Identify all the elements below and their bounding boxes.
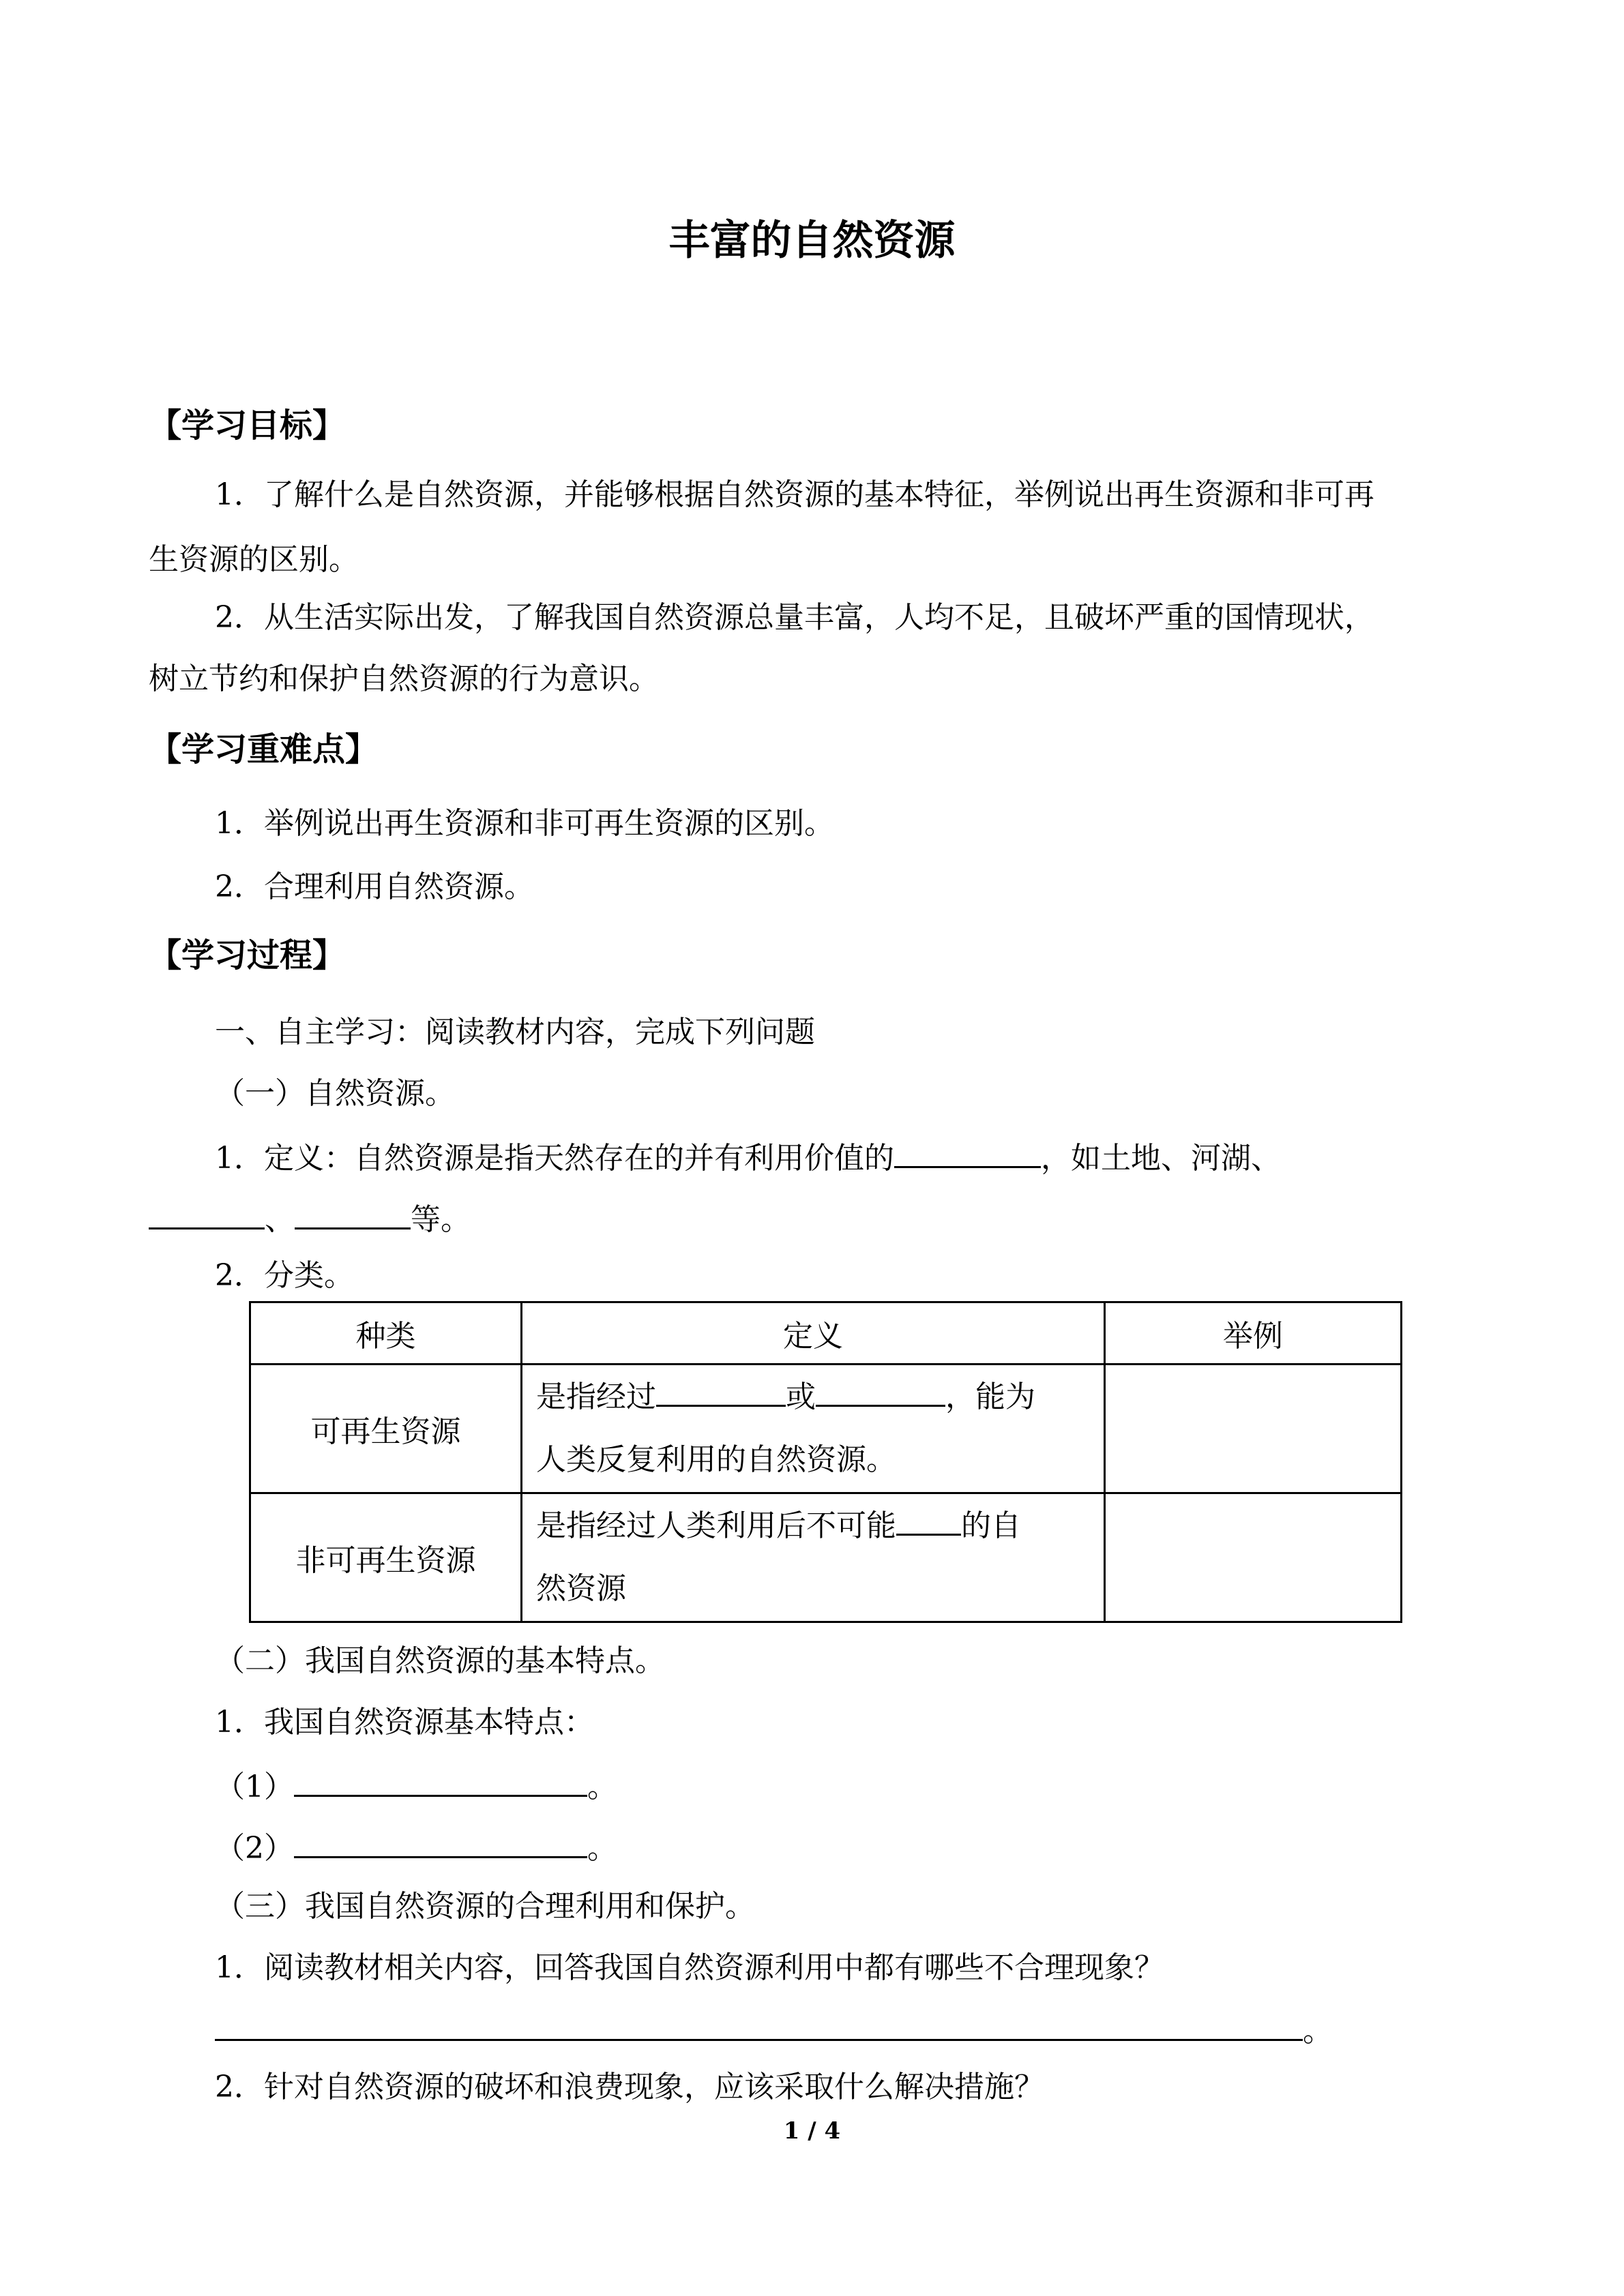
blank-example-2[interactable] (295, 1199, 411, 1229)
definition-text-a: 1．定义：自然资源是指天然存在的并有利用价值的 (215, 1141, 894, 1176)
goal-2-line-2: 树立节约和保护自然资源的行为意识。 (149, 661, 659, 696)
question-2: 2．针对自然资源的破坏和浪费现象，应该采取什么解决措施？ (215, 2070, 1044, 2104)
definition-text-c: 、 (265, 1202, 295, 1237)
nonrenewable-def-a: 是指经过人类利用后不可能 (536, 1508, 896, 1543)
nonrenewable-example-cell[interactable] (1105, 1493, 1402, 1622)
feature-2 (215, 1828, 617, 1867)
subsection-2: （二）我国自然资源的基本特点。 (215, 1643, 665, 1678)
feature-1 (215, 1766, 617, 1806)
renewable-def-b: 或 (786, 1380, 816, 1414)
table-row (250, 1493, 1402, 1622)
key-point-1: 1．举例说出再生资源和非可再生资源的区别。 (215, 806, 834, 841)
nonrenewable-def-b: 的自 (961, 1508, 1021, 1543)
feature-2-period: 。 (587, 1831, 617, 1866)
feature-1-label: （1） (215, 1770, 294, 1804)
header-definition: 定义 (522, 1302, 1105, 1365)
blank-feature-1[interactable] (294, 1766, 587, 1797)
header-example: 举例 (1105, 1302, 1402, 1365)
nonrenewable-kind: 非可再生资源 (250, 1493, 522, 1622)
goals-heading: 【学习目标】 (149, 406, 346, 445)
answer-line-1 (215, 2010, 1333, 2050)
definition-text-b: ，如土地、河湖、 (1041, 1141, 1281, 1176)
blank-definition[interactable] (894, 1137, 1041, 1168)
classification-label: 2．分类。 (215, 1258, 354, 1293)
question-1: 1．阅读教材相关内容，回答我国自然资源利用中都有哪些不合理现象？ (215, 1950, 1164, 1985)
blank-answer-1[interactable] (215, 2010, 1303, 2041)
key-points-heading: 【学习重难点】 (149, 730, 379, 769)
renewable-kind: 可再生资源 (250, 1365, 522, 1493)
renewable-def-c: ，能为 (945, 1380, 1035, 1414)
process-intro: 一、自主学习：阅读教材内容，完成下列问题 (215, 1015, 815, 1049)
key-point-2: 2．合理利用自然资源。 (215, 869, 534, 904)
renewable-def-a: 是指经过 (536, 1380, 656, 1414)
blank-renewable-1[interactable] (656, 1376, 786, 1407)
feature-1-period: 。 (587, 1770, 617, 1804)
page-number: 1 / 4 (783, 2117, 841, 2145)
subsection-3: （三）我国自然资源的合理利用和保护。 (215, 1889, 755, 1924)
subsection-1: （一）自然资源。 (215, 1076, 455, 1111)
feature-2-label: （2） (215, 1831, 294, 1866)
blank-example-1[interactable] (149, 1199, 265, 1229)
blank-renewable-2[interactable] (816, 1376, 945, 1407)
features-label: 1．我国自然资源基本特点： (215, 1705, 594, 1740)
process-heading: 【学习过程】 (149, 936, 346, 974)
nonrenewable-def-line-2: 然资源 (536, 1571, 626, 1606)
definition-line-1 (215, 1137, 1281, 1177)
goal-2-line-1: 2．从生活实际出发，了解我国自然资源总量丰富，人均不足，且破坏严重的国情现状， (215, 600, 1374, 635)
table-header-row (250, 1302, 1402, 1365)
answer-1-period: 。 (1303, 2014, 1333, 2048)
renewable-example-cell[interactable] (1105, 1365, 1402, 1493)
goal-1-line-2: 生资源的区别。 (149, 542, 359, 577)
goal-1-line-1: 1．了解什么是自然资源，并能够根据自然资源的基本特征，举例说出再生资源和非可再 (215, 477, 1374, 512)
classification-table (249, 1301, 1402, 1623)
definition-text-d: 等。 (411, 1202, 471, 1237)
renewable-def-line-2: 人类反复利用的自然资源。 (536, 1442, 896, 1477)
definition-line-2 (149, 1199, 471, 1238)
blank-nonrenewable[interactable] (896, 1505, 961, 1536)
header-kind: 种类 (250, 1302, 522, 1365)
nonrenewable-definition (522, 1493, 1105, 1622)
table-row (250, 1365, 1402, 1493)
page-title: 丰富的自然资源 (668, 217, 956, 265)
blank-feature-2[interactable] (294, 1828, 587, 1858)
renewable-definition (522, 1365, 1105, 1493)
